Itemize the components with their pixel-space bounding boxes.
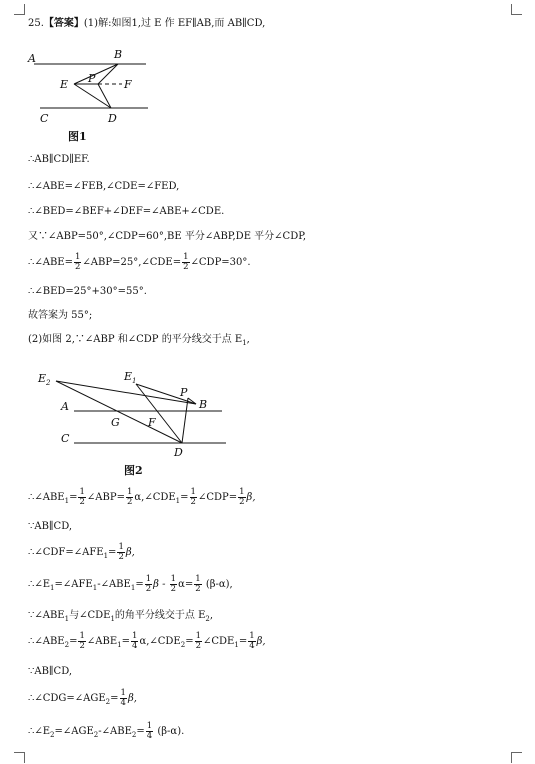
figure-2 [36, 366, 236, 478]
segment-e2-b [56, 381, 196, 404]
figure-1 [26, 44, 156, 144]
text-line: $\because\angle ABE_1$与$\angle CDE_1$的角平分线交于点 $E_2$, [28, 610, 214, 623]
page-corner-mark [511, 752, 522, 763]
text-line-angles: $\therefore\angle E_1=\angle AFE_1-\angle ABE_1=$ $\frac{1}{2}$ β - $\frac{1}{2}$ α= $\frac{1}{2}$ (β-α), [28, 574, 233, 594]
label-p: P [88, 72, 96, 85]
text-line: ∴∠BED=∠BEF+∠DEF=∠ABE+∠CDE. [28, 206, 225, 217]
text-line-angles: $\therefore\angle CDF=\angle AFE_1=$ $\frac{1}{2}$ β, [28, 542, 135, 562]
fraction-quarter: $\frac{1}{4}$ [146, 721, 153, 741]
fraction-half: $\frac{1}{2}$ [126, 487, 133, 507]
label-p: P [180, 386, 188, 399]
label-d: D [174, 446, 183, 459]
answer-tag: 【答案】 [43, 18, 84, 29]
fraction-quarter: $\frac{1}{4}$ [132, 631, 138, 651]
segment-pb [98, 64, 118, 84]
fraction-quarter: $\frac{1}{4}$ [249, 631, 255, 651]
fraction-half: $\frac{1}{2}$ [195, 574, 201, 594]
fraction-half: $\frac{1}{2}$ [118, 542, 124, 562]
fraction-half: $\frac{1}{2}$ [239, 487, 245, 507]
page-corner-mark [14, 752, 25, 763]
text-line: ∴AB∥CD∥EF. [28, 154, 90, 165]
text-line-angles: ∴∠ABE= $\frac{1}{2}$ ∠ABP=25°,∠CDE= $\frac{1}{2}$ ∠CDP=30°. [28, 252, 251, 272]
label-e: E [60, 78, 69, 91]
figure-1-caption: 图1 [68, 130, 87, 143]
segment-e2-d [56, 381, 182, 443]
segment-pd [98, 84, 111, 108]
label-e1: $E_1$ [124, 370, 137, 385]
page-corner-mark [14, 4, 25, 15]
fraction-half: $\frac{1}{2}$ [183, 252, 189, 272]
fraction-half: $\frac{1}{2}$ [79, 631, 85, 651]
fraction-half: $\frac{1}{2}$ [145, 574, 152, 594]
segment-ed [74, 84, 111, 108]
text-line: 又∵∠ABP=50°,∠CDP=60°,BE 平分∠ABP,DE 平分∠CDP, [28, 231, 307, 242]
fraction-half: $\frac{1}{2}$ [190, 487, 196, 507]
text-line: ∵AB∥CD, [28, 666, 73, 677]
text-line-angles: $\therefore\angle ABE_2=$ $\frac{1}{2}$ $\angle ABE_1=$ $\frac{1}{4}$ $\alpha,\angle CDE_2=$ $\frac{1}{2}$ $\angle CDE_1=$ $\frac{1}{4}$ β, [28, 631, 266, 651]
fraction-half: $\frac{1}{2}$ [170, 574, 177, 594]
label-c: C [61, 432, 70, 445]
label-f: F [124, 78, 132, 91]
segment-eb [74, 64, 118, 84]
text-line-angles: $\therefore\angle E_2=\angle AGE_2-\angle ABE_2=$ $\frac{1}{4}$ (β-α). [28, 721, 185, 741]
segment-e1-d [136, 384, 182, 443]
label-f: F [148, 416, 156, 429]
label-g: G [111, 416, 120, 429]
text-line: 故答案为 55°; [28, 310, 93, 321]
text-line-angles: $\therefore\angle CDG=\angle AGE_2=$ $\frac{1}{4}$ β, [28, 688, 137, 708]
segment-p-d [182, 398, 188, 443]
label-a: A [28, 52, 36, 65]
label-b: B [114, 48, 123, 61]
text-line-angles: $\therefore\angle ABE_1=$ $\frac{1}{2}$ ∠ABP= $\frac{1}{2}$ $\alpha,\angle CDE_1=$ $\frac{1}{2}$ ∠CDP= $\frac{1}{2}$ β, [28, 487, 256, 507]
fraction-half: $\frac{1}{2}$ [79, 487, 85, 507]
text-line: ∴∠ABE=∠FEB,∠CDE=∠FED, [28, 181, 180, 192]
text-line: (1)解:如图1,过 E 作 EF∥AB,而 AB∥CD, [83, 18, 266, 29]
label-c: C [40, 112, 49, 125]
label-d: D [108, 112, 117, 125]
figure-2-caption: 图2 [124, 464, 143, 477]
text-line: (2)如图 2,∵∠ABP 和∠CDP 的平分线交于点 $E_1$, [28, 334, 250, 347]
text-line: ∵AB∥CD, [28, 521, 73, 532]
fraction-quarter: $\frac{1}{4}$ [120, 688, 126, 708]
fraction-half: $\frac{1}{2}$ [195, 631, 201, 651]
page-corner-mark [511, 4, 522, 15]
label-a: A [61, 400, 69, 413]
fraction-half: $\frac{1}{2}$ [75, 252, 81, 272]
text-line: ∴∠BED=25°+30°=55°. [28, 286, 147, 297]
label-e2: $E_2$ [38, 372, 51, 387]
problem-heading [28, 17, 265, 31]
label-b: B [199, 398, 208, 411]
problem-number: 25. [28, 18, 44, 29]
